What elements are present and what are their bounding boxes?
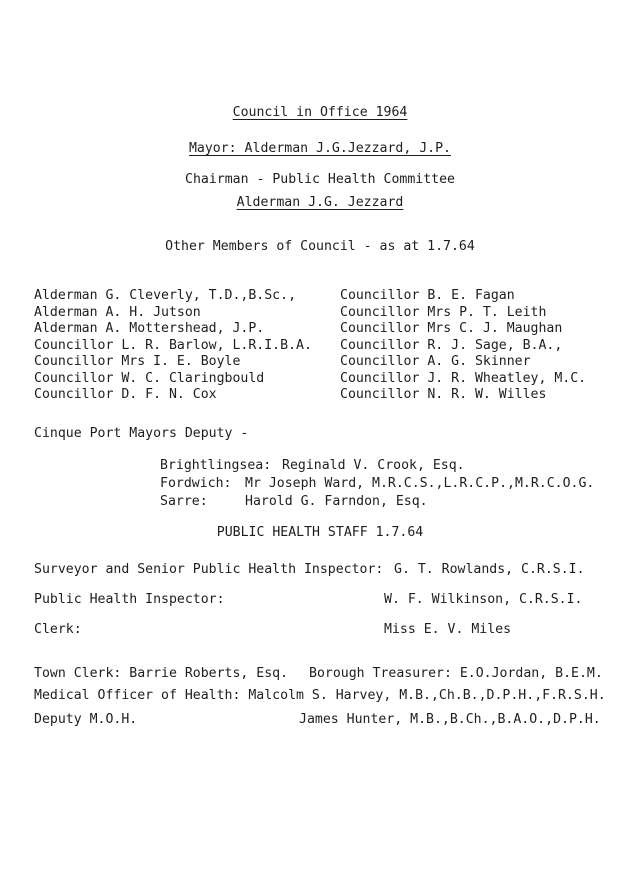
member-entry: Alderman A. H. Jutson	[34, 304, 201, 320]
mayor-line: Mayor: Alderman J.G.Jezzard, J.P.	[188, 141, 451, 156]
member-entry: Councillor W. C. Claringbould	[34, 370, 265, 386]
staff-name: G. T. Rowlands, C.R.S.I.	[394, 562, 585, 577]
members-right-column	[340, 288, 586, 404]
cinque-place: Brightlingsea:	[160, 458, 272, 473]
chairman-name: Alderman J.G. Jezzard	[236, 195, 404, 210]
medical-officer: Medical Officer of Health: Malcolm S. Harvey, M.B.,Ch.B.,D.P.H.,F.R.S.H.	[34, 688, 606, 703]
borough-treasurer: Borough Treasurer: E.O.Jordan, B.E.M.	[309, 666, 603, 681]
other-members-heading: Other Members of Council - as at 1.7.64	[165, 239, 475, 254]
staff-role: Surveyor and Senior Public Health Inspector:	[34, 562, 384, 577]
member-entry: Councillor D. F. N. Cox	[34, 387, 217, 402]
member-entry: Councillor B. E. Fagan	[340, 288, 515, 303]
chairman-heading: Chairman - Public Health Committee	[185, 172, 455, 187]
cinque-place: Sarre:	[160, 494, 208, 509]
deputy-moh-label: Deputy M.O.H.	[34, 712, 138, 727]
cinque-port-heading: Cinque Port Mayors Deputy -	[34, 426, 249, 441]
member-entry: Councillor L. R. Barlow, L.R.I.B.A.	[34, 337, 312, 353]
member-entry: Councillor Mrs C. J. Maughan	[340, 321, 563, 336]
cinque-deputy-name: Reginald V. Crook, Esq.	[282, 458, 465, 473]
members-left-column	[34, 288, 312, 404]
staff-role: Clerk:	[34, 622, 82, 637]
member-entry: Councillor J. R. Wheatley, M.C.	[340, 370, 587, 386]
member-entry: Alderman G. Cleverly, T.D.,B.Sc.,	[34, 288, 297, 303]
member-entry: Councillor Mrs I. E. Boyle	[34, 354, 241, 369]
member-entry: Councillor A. G. Skinner	[340, 354, 531, 369]
cinque-deputy-name: Mr Joseph Ward, M.R.C.S.,L.R.C.P.,M.R.C.O.G.	[245, 476, 595, 491]
document-title: Council in Office 1964	[232, 105, 408, 120]
staff-name: Miss E. V. Miles	[384, 622, 512, 637]
member-entry: Alderman A. Mottershead, J.P.	[34, 321, 265, 336]
staff-name: W. F. Wilkinson, C.R.S.I.	[384, 592, 583, 607]
town-clerk: Town Clerk: Barrie Roberts, Esq.	[34, 666, 289, 681]
staff-heading: PUBLIC HEALTH STAFF 1.7.64	[216, 525, 424, 540]
member-entry: Councillor Mrs P. T. Leith	[340, 304, 547, 320]
member-entry: Councillor N. R. W. Willes	[340, 387, 547, 402]
member-entry: Councillor R. J. Sage, B.A.,	[340, 337, 563, 353]
cinque-deputy-name: Harold G. Farndon, Esq.	[245, 494, 428, 509]
deputy-moh-name: James Hunter, M.B.,B.Ch.,B.A.O.,D.P.H.	[299, 712, 601, 727]
cinque-place: Fordwich:	[160, 476, 232, 491]
staff-role: Public Health Inspector:	[34, 592, 225, 607]
